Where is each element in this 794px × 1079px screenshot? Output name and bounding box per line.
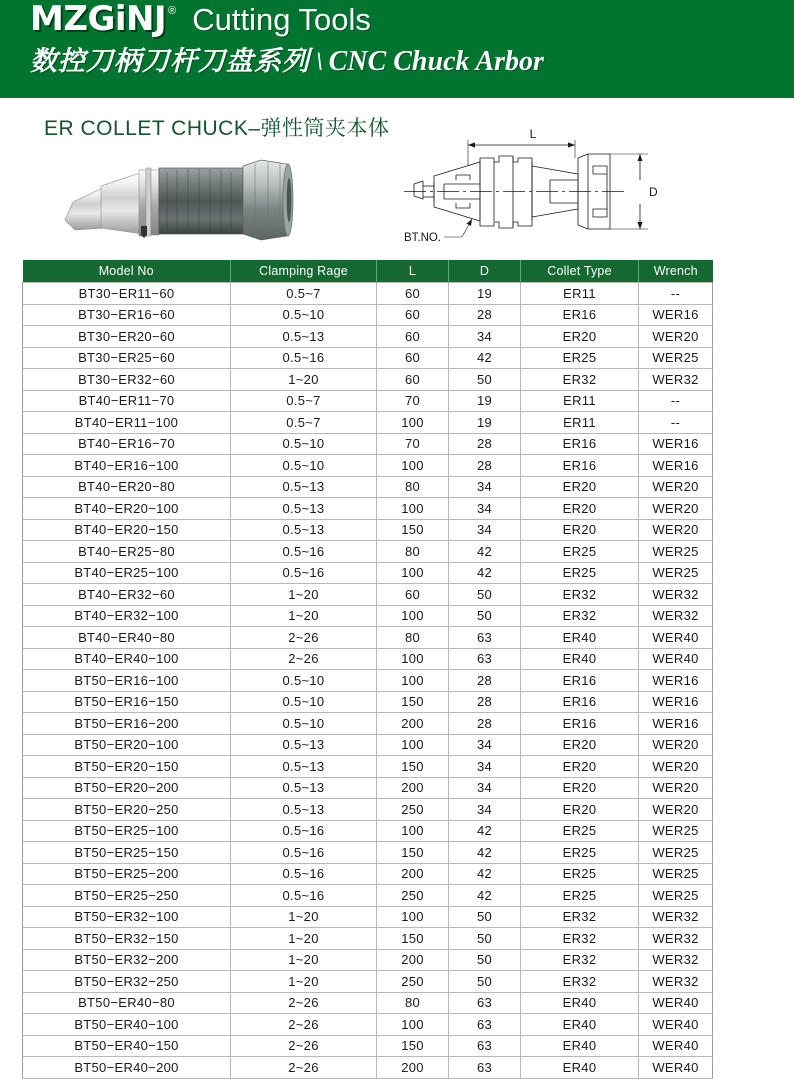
cell-clamping-rage: 2~26 [231,627,377,649]
cell-l: 80 [377,476,449,498]
cell-wrench: WER25 [639,820,713,842]
cell-l: 100 [377,670,449,692]
cell-wrench: WER16 [639,713,713,735]
cell-l: 60 [377,584,449,606]
cell-collet-type: ER25 [521,562,639,584]
cell-l: 100 [377,906,449,928]
cell-wrench: WER32 [639,369,713,391]
cell-model-no: BT50−ER40−150 [23,1035,231,1057]
cell-model-no: BT50−ER20−100 [23,734,231,756]
cell-collet-type: ER16 [521,713,639,735]
cell-clamping-rage: 1~20 [231,928,377,950]
table-body [23,283,713,1079]
cell-model-no: BT40−ER32−60 [23,584,231,606]
cell-collet-type: ER20 [521,756,639,778]
table-row [23,541,713,563]
cell-d: 42 [449,562,521,584]
cell-wrench: WER32 [639,971,713,993]
cell-collet-type: ER25 [521,842,639,864]
cell-model-no: BT50−ER20−150 [23,756,231,778]
table-row [23,605,713,627]
table-row [23,433,713,455]
cell-wrench: WER25 [639,562,713,584]
product-title-dash: – [248,117,261,140]
table-row [23,713,713,735]
brand-row [30,0,371,39]
cell-d: 42 [449,863,521,885]
cell-model-no: BT50−ER32−200 [23,949,231,971]
cell-d: 34 [449,756,521,778]
cell-collet-type: ER11 [521,412,639,434]
cell-model-no: BT50−ER32−150 [23,928,231,950]
cell-collet-type: ER40 [521,648,639,670]
cell-collet-type: ER16 [521,455,639,477]
product-title [44,112,390,142]
table-row [23,949,713,971]
cell-d: 42 [449,541,521,563]
cell-model-no: BT40−ER20−80 [23,476,231,498]
cell-clamping-rage: 0.5~13 [231,476,377,498]
cell-model-no: BT50−ER20−250 [23,799,231,821]
cell-wrench: WER20 [639,756,713,778]
cell-clamping-rage: 2~26 [231,648,377,670]
cell-collet-type: ER40 [521,1057,639,1079]
cell-d: 63 [449,1035,521,1057]
table-row [23,1014,713,1036]
cell-wrench: WER32 [639,949,713,971]
cell-wrench: WER16 [639,304,713,326]
cell-clamping-rage: 0.5~16 [231,562,377,584]
cell-d: 34 [449,799,521,821]
cell-wrench: WER20 [639,734,713,756]
table-row [23,519,713,541]
cell-model-no: BT40−ER25−100 [23,562,231,584]
cell-collet-type: ER11 [521,390,639,412]
cell-clamping-rage: 0.5~13 [231,519,377,541]
table-row [23,820,713,842]
cell-wrench: WER20 [639,777,713,799]
cell-clamping-rage: 0.5~16 [231,863,377,885]
cell-model-no: BT40−ER11−100 [23,412,231,434]
table-row [23,1057,713,1079]
cell-l: 60 [377,347,449,369]
column-header-clamping-rage: Clamping Rage [231,260,377,283]
cell-l: 100 [377,412,449,434]
drawing-label-bt-no: BT.NO. [404,232,442,244]
cell-l: 100 [377,648,449,670]
cell-wrench: WER40 [639,1057,713,1079]
cell-collet-type: ER32 [521,949,639,971]
cell-clamping-rage: 2~26 [231,1057,377,1079]
table-row [23,842,713,864]
cell-collet-type: ER20 [521,519,639,541]
cell-d: 50 [449,949,521,971]
column-header-wrench: Wrench [639,260,713,283]
cell-clamping-rage: 0.5~10 [231,713,377,735]
cell-clamping-rage: 2~26 [231,1014,377,1036]
cell-collet-type: ER25 [521,347,639,369]
cell-collet-type: ER20 [521,799,639,821]
series-title-english: CNC Chuck Arbor [328,46,544,77]
cell-wrench: WER20 [639,476,713,498]
cell-d: 34 [449,777,521,799]
cell-clamping-rage: 0.5~10 [231,433,377,455]
specification-table [22,260,713,1079]
table-row [23,777,713,799]
column-header-d: D [449,260,521,283]
cell-clamping-rage: 0.5~13 [231,777,377,799]
cell-wrench: WER40 [639,627,713,649]
cell-collet-type: ER25 [521,541,639,563]
cell-l: 80 [377,627,449,649]
table-row [23,476,713,498]
cell-model-no: BT30−ER25−60 [23,347,231,369]
table-row [23,498,713,520]
cell-clamping-rage: 0.5~16 [231,541,377,563]
cell-collet-type: ER20 [521,476,639,498]
table-row [23,627,713,649]
cell-collet-type: ER20 [521,326,639,348]
cell-clamping-rage: 1~20 [231,906,377,928]
cell-l: 60 [377,304,449,326]
cell-model-no: BT40−ER32−100 [23,605,231,627]
cell-d: 42 [449,885,521,907]
cell-collet-type: ER40 [521,1035,639,1057]
cell-d: 50 [449,928,521,950]
cell-wrench: WER16 [639,691,713,713]
cell-collet-type: ER32 [521,605,639,627]
cell-model-no: BT50−ER32−250 [23,971,231,993]
cell-d: 34 [449,734,521,756]
table-row [23,992,713,1014]
cell-wrench: WER25 [639,541,713,563]
table-row [23,756,713,778]
cell-clamping-rage: 0.5~13 [231,498,377,520]
cell-model-no: BT30−ER16−60 [23,304,231,326]
product-photo [55,142,315,252]
cell-d: 28 [449,455,521,477]
cell-clamping-rage: 0.5~10 [231,670,377,692]
cell-d: 42 [449,842,521,864]
cell-l: 200 [377,863,449,885]
cell-collet-type: ER16 [521,304,639,326]
cell-clamping-rage: 1~20 [231,605,377,627]
table-row [23,648,713,670]
cell-d: 28 [449,304,521,326]
cell-clamping-rage: 0.5~13 [231,799,377,821]
cell-d: 50 [449,971,521,993]
series-row [30,48,544,77]
cell-clamping-rage: 0.5~13 [231,326,377,348]
cell-l: 60 [377,369,449,391]
cell-d: 19 [449,283,521,305]
cell-d: 63 [449,992,521,1014]
cell-wrench: WER32 [639,906,713,928]
cell-l: 80 [377,992,449,1014]
cell-d: 42 [449,820,521,842]
table-row [23,734,713,756]
cell-collet-type: ER25 [521,885,639,907]
brand-tagline: Cutting Tools [192,2,371,37]
cell-wrench: WER20 [639,519,713,541]
table-row [23,326,713,348]
cell-l: 200 [377,949,449,971]
cell-wrench: WER25 [639,863,713,885]
table-row [23,1035,713,1057]
cell-wrench: WER20 [639,498,713,520]
cell-wrench: WER25 [639,885,713,907]
cell-d: 63 [449,627,521,649]
cell-wrench: WER40 [639,648,713,670]
cell-wrench: WER40 [639,1014,713,1036]
cell-l: 150 [377,691,449,713]
cell-collet-type: ER32 [521,928,639,950]
cell-wrench: WER16 [639,433,713,455]
cell-model-no: BT50−ER25−250 [23,885,231,907]
cell-wrench: WER32 [639,605,713,627]
cell-collet-type: ER40 [521,627,639,649]
cell-l: 150 [377,842,449,864]
cell-model-no: BT40−ER20−100 [23,498,231,520]
cell-clamping-rage: 0.5~10 [231,304,377,326]
cell-model-no: BT40−ER20−150 [23,519,231,541]
cell-clamping-rage: 2~26 [231,1035,377,1057]
cell-l: 150 [377,519,449,541]
company-logo: MZGiNJ [30,0,167,39]
cell-clamping-rage: 0.5~7 [231,412,377,434]
cell-l: 70 [377,390,449,412]
cell-collet-type: ER32 [521,971,639,993]
cell-model-no: BT50−ER25−200 [23,863,231,885]
cell-collet-type: ER20 [521,777,639,799]
cell-clamping-rage: 0.5~16 [231,347,377,369]
cell-model-no: BT50−ER32−100 [23,906,231,928]
table-row [23,670,713,692]
cell-model-no: BT30−ER11−60 [23,283,231,305]
cell-collet-type: ER16 [521,433,639,455]
cell-model-no: BT50−ER40−100 [23,1014,231,1036]
cell-model-no: BT50−ER40−80 [23,992,231,1014]
cell-model-no: BT50−ER16−150 [23,691,231,713]
cell-collet-type: ER32 [521,369,639,391]
cell-d: 63 [449,1014,521,1036]
cell-clamping-rage: 1~20 [231,949,377,971]
cell-model-no: BT40−ER16−70 [23,433,231,455]
cell-d: 34 [449,326,521,348]
table-row [23,863,713,885]
cell-d: 63 [449,1057,521,1079]
cell-collet-type: ER32 [521,584,639,606]
cell-d: 50 [449,584,521,606]
cell-l: 150 [377,928,449,950]
cell-wrench: WER16 [639,670,713,692]
cell-model-no: BT50−ER25−100 [23,820,231,842]
cell-clamping-rage: 1~20 [231,584,377,606]
cell-clamping-rage: 1~20 [231,369,377,391]
cell-d: 50 [449,369,521,391]
cell-collet-type: ER25 [521,820,639,842]
table-row [23,390,713,412]
cell-d: 63 [449,648,521,670]
cell-l: 200 [377,713,449,735]
cell-clamping-rage: 0.5~16 [231,842,377,864]
cell-clamping-rage: 0.5~13 [231,734,377,756]
cell-wrench: WER32 [639,928,713,950]
cell-d: 28 [449,713,521,735]
cell-collet-type: ER40 [521,1014,639,1036]
cell-wrench: WER40 [639,1035,713,1057]
drawing-label-length: L [529,127,537,141]
cell-d: 34 [449,498,521,520]
cell-clamping-rage: 0.5~13 [231,756,377,778]
cell-wrench: WER25 [639,347,713,369]
table-row [23,971,713,993]
cell-clamping-rage: 0.5~7 [231,283,377,305]
table-row [23,885,713,907]
cell-d: 28 [449,691,521,713]
column-header-l: L [377,260,449,283]
table-row [23,304,713,326]
drawing-label-diameter: D [649,185,658,199]
cell-l: 100 [377,455,449,477]
table-row [23,283,713,305]
cell-wrench: WER25 [639,842,713,864]
cell-d: 34 [449,519,521,541]
cell-wrench: WER32 [639,584,713,606]
cell-collet-type: ER25 [521,863,639,885]
cell-wrench: WER20 [639,799,713,821]
cell-model-no: BT50−ER20−200 [23,777,231,799]
cell-model-no: BT30−ER32−60 [23,369,231,391]
table-row [23,928,713,950]
cell-d: 28 [449,670,521,692]
cell-wrench: WER16 [639,455,713,477]
cell-clamping-rage: 0.5~10 [231,691,377,713]
cell-model-no: BT50−ER16−100 [23,670,231,692]
registered-trademark-icon: ® [168,5,177,17]
table-header-row [23,260,713,283]
cell-clamping-rage: 1~20 [231,971,377,993]
cell-collet-type: ER20 [521,734,639,756]
cell-l: 70 [377,433,449,455]
cell-d: 42 [449,347,521,369]
cell-l: 100 [377,562,449,584]
cell-l: 250 [377,971,449,993]
cell-clamping-rage: 0.5~7 [231,390,377,412]
cell-model-no: BT40−ER16−100 [23,455,231,477]
cell-clamping-rage: 0.5~10 [231,455,377,477]
cell-model-no: BT40−ER11−70 [23,390,231,412]
series-title-chinese: 数控刀柄刀杆刀盘系列 [30,46,310,77]
cell-collet-type: ER40 [521,992,639,1014]
cell-l: 60 [377,326,449,348]
cell-l: 150 [377,1035,449,1057]
table-row [23,584,713,606]
table-row [23,906,713,928]
cell-d: 34 [449,476,521,498]
cell-l: 100 [377,820,449,842]
cell-clamping-rage: 0.5~16 [231,820,377,842]
cell-l: 80 [377,541,449,563]
table-row [23,412,713,434]
technical-drawing [400,118,690,258]
cell-clamping-rage: 2~26 [231,992,377,1014]
cell-collet-type: ER20 [521,498,639,520]
cell-wrench: -- [639,412,713,434]
cell-l: 200 [377,1057,449,1079]
table-row [23,562,713,584]
table-row [23,455,713,477]
series-separator: \ [316,49,323,76]
cell-l: 100 [377,734,449,756]
cell-d: 28 [449,433,521,455]
cell-l: 200 [377,777,449,799]
cell-l: 100 [377,605,449,627]
product-title-english: ER COLLET CHUCK [44,117,249,140]
table-row [23,691,713,713]
cell-collet-type: ER32 [521,906,639,928]
cell-d: 50 [449,605,521,627]
cell-model-no: BT40−ER40−100 [23,648,231,670]
cell-l: 60 [377,283,449,305]
cell-d: 50 [449,906,521,928]
column-header-model-no: Model No [23,260,231,283]
table-row [23,369,713,391]
cell-model-no: BT40−ER40−80 [23,627,231,649]
cell-wrench: -- [639,283,713,305]
cell-wrench: WER20 [639,326,713,348]
cell-clamping-rage: 0.5~16 [231,885,377,907]
cell-model-no: BT50−ER16−200 [23,713,231,735]
cell-collet-type: ER11 [521,283,639,305]
cell-l: 250 [377,799,449,821]
cell-l: 250 [377,885,449,907]
page-header-band [0,0,794,98]
cell-collet-type: ER16 [521,670,639,692]
cell-l: 150 [377,756,449,778]
cell-l: 100 [377,1014,449,1036]
cell-l: 100 [377,498,449,520]
table-row [23,799,713,821]
cell-model-no: BT40−ER25−80 [23,541,231,563]
cell-d: 19 [449,412,521,434]
cell-collet-type: ER16 [521,691,639,713]
cell-model-no: BT50−ER25−150 [23,842,231,864]
cell-wrench: WER40 [639,992,713,1014]
cell-model-no: BT30−ER20−60 [23,326,231,348]
table-row [23,347,713,369]
cell-d: 19 [449,390,521,412]
cell-model-no: BT50−ER40−200 [23,1057,231,1079]
column-header-collet-type: Collet Type [521,260,639,283]
product-title-chinese: 弹性筒夹本体 [260,116,390,140]
cell-wrench: -- [639,390,713,412]
